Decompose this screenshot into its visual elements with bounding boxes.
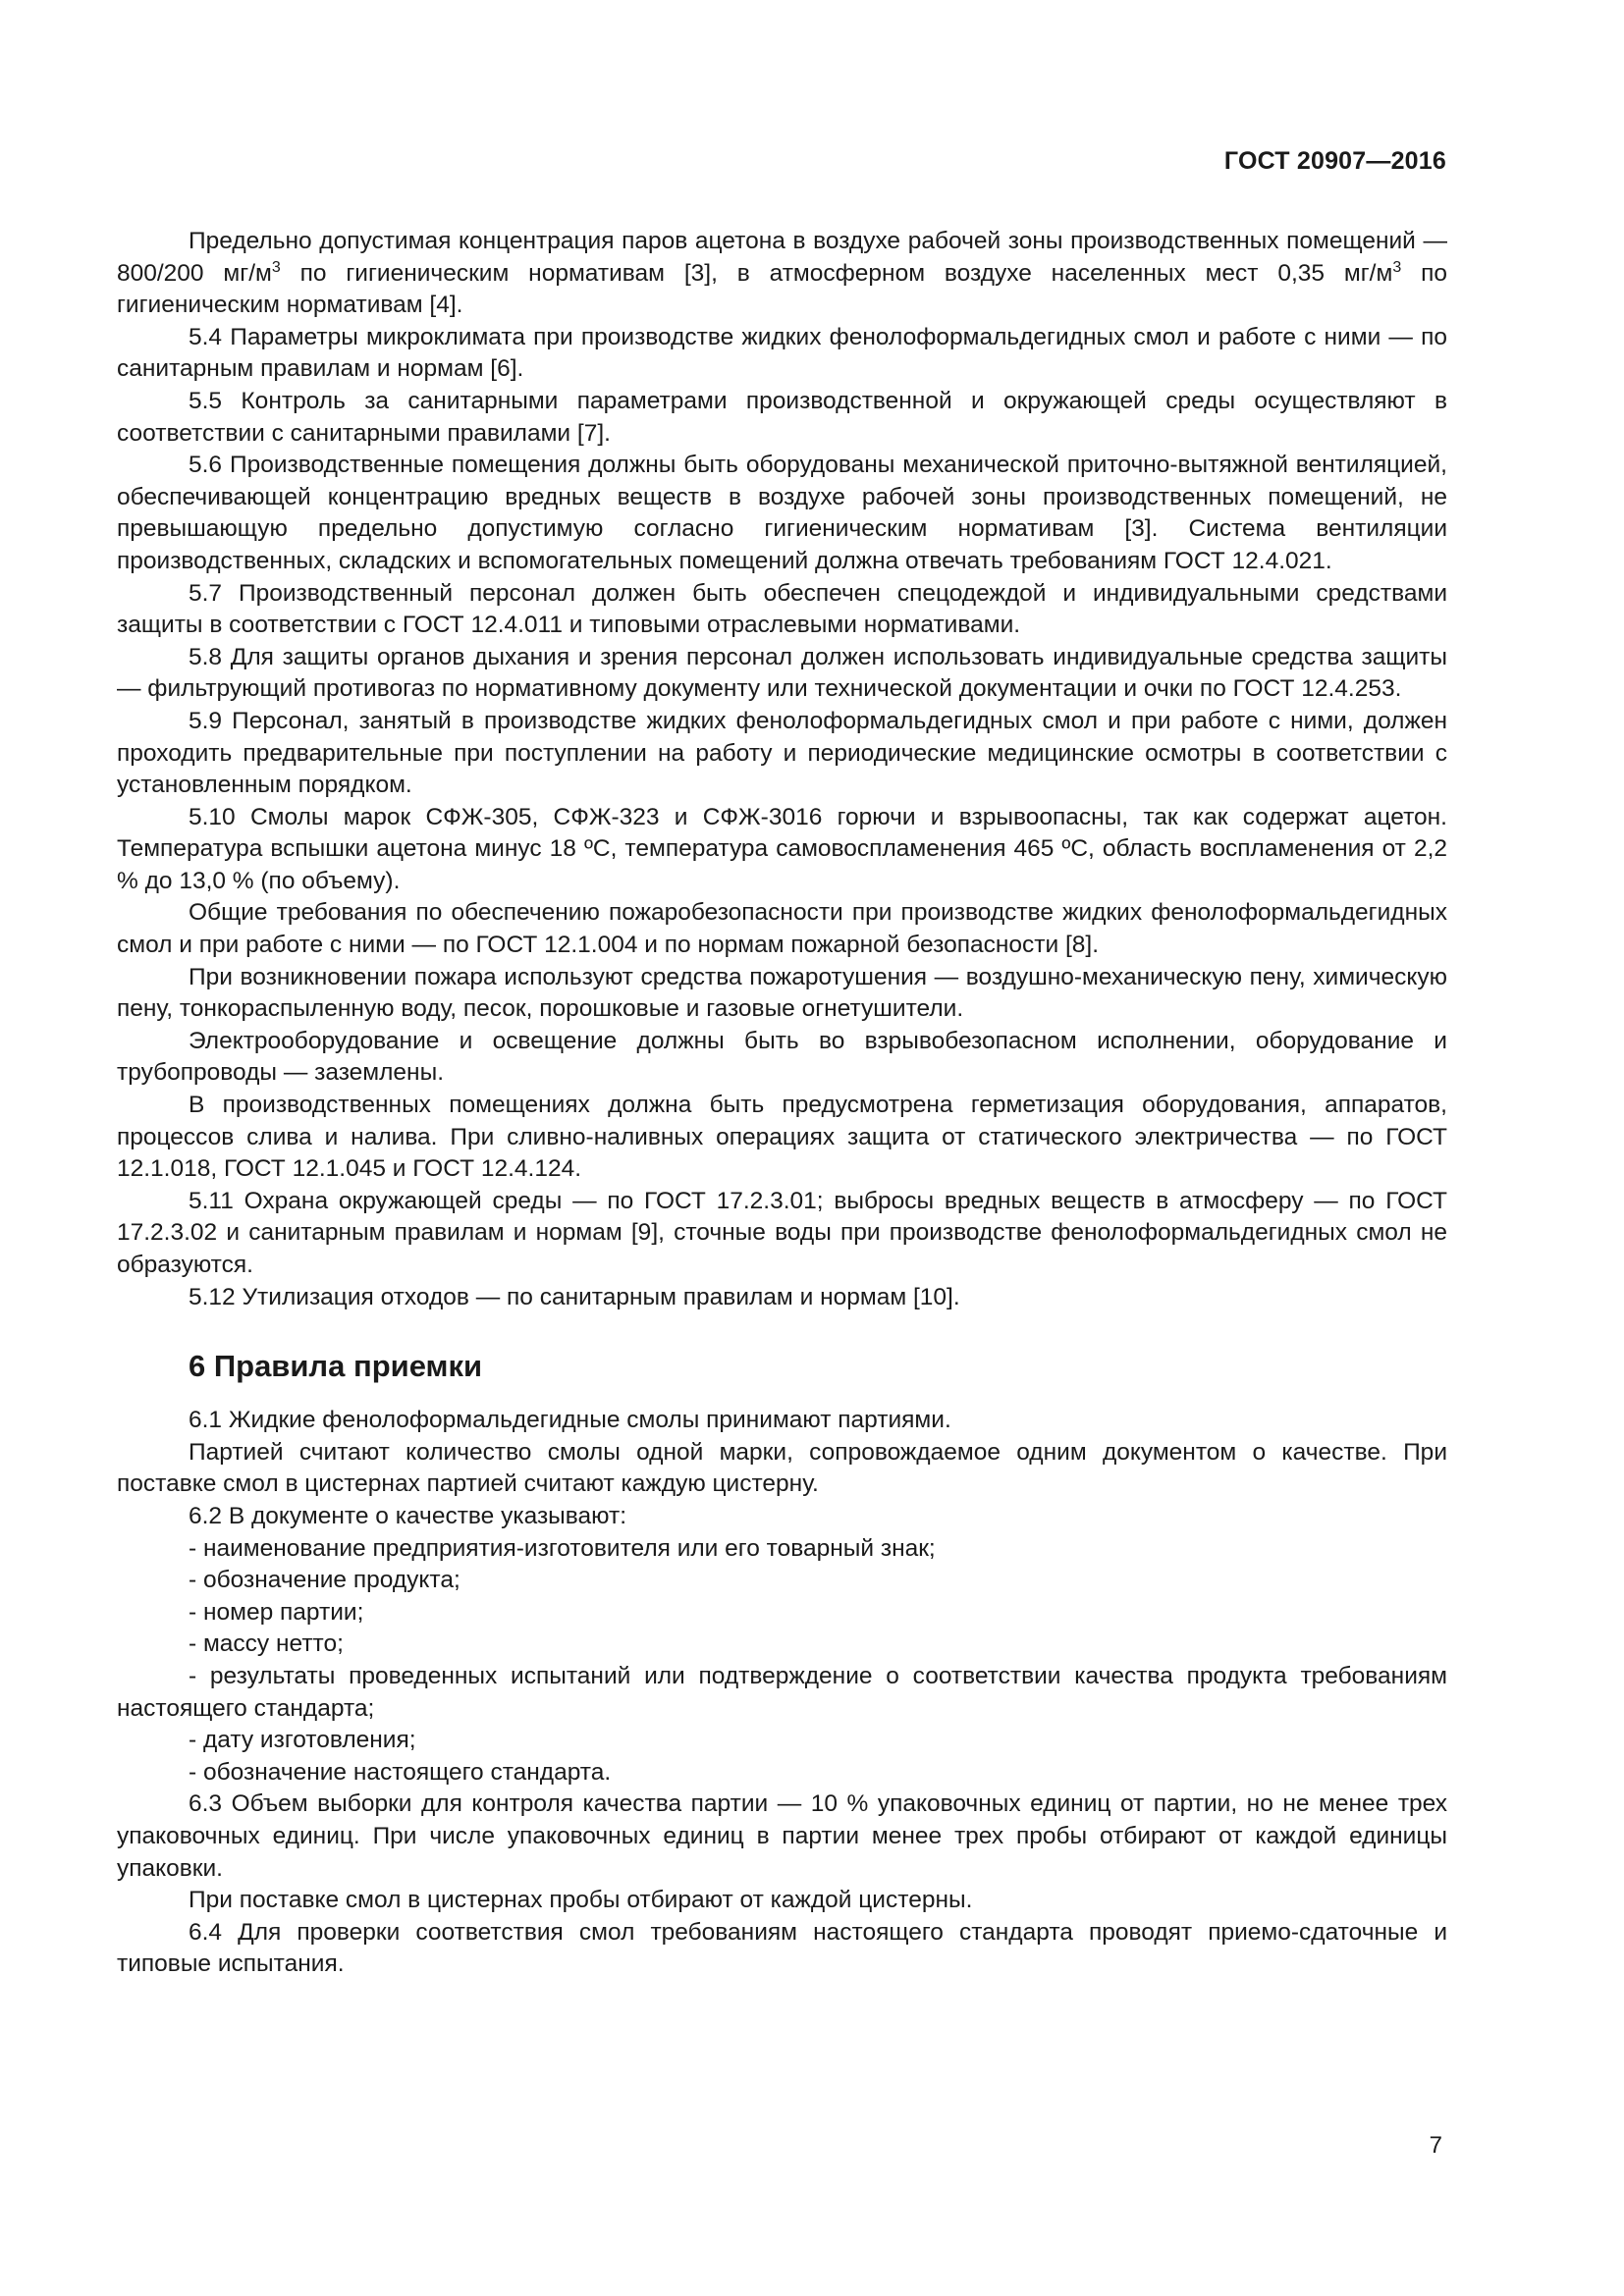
paragraph-5-4: 5.4 Параметры микроклимата при производстве жидких фенолоформальдегидных смол и работе с ними — по санитарным правилам и нормам [6]. xyxy=(117,323,1447,383)
paragraph-text: по гигиеническим нормативам [4]. xyxy=(117,259,1447,319)
paragraph-5-9: 5.9 Персонал, занятый в производстве жидких фенолоформальдегидных смол и при работе с ними, должен проходить предварительные при поступлении на работу и периодические медицинские осмотры в соответствии с установленным порядком. xyxy=(117,707,1447,799)
paragraph-5-12: 5.12 Утилизация отходов — по санитарным правилам и нормам [10]. xyxy=(189,1283,960,1310)
section-title-acceptance-rules: 6 Правила приемки xyxy=(189,1349,483,1384)
paragraph-5-11: 5.11 Охрана окружающей среды — по ГОСТ 17.2.3.01; выбросы вредных веществ в атмосферу — по ГОСТ 17.2.3.02 и санитарным правилам и нормам [9], сточные воды при производстве фенолоформальдегидных смол не образуются. xyxy=(117,1187,1447,1278)
document-code-header: ГОСТ 20907—2016 xyxy=(1223,147,1446,175)
list-item: - наименование предприятия-изготовителя или его товарный знак; xyxy=(189,1534,936,1562)
paragraph-acetone-limits xyxy=(117,226,1447,322)
paragraph-tank-sampling: При поставке смол в цистернах пробы отбирают от каждой цистерны. xyxy=(189,1887,973,1914)
paragraph-6-1: 6.1 Жидкие фенолоформальдегидные смолы принимают партиями. xyxy=(189,1407,951,1434)
paragraph-5-10: 5.10 Смолы марок СФЖ-305, СФЖ-323 и СФЖ-3016 горючи и взрывоопасны, так как содержат ацетон. Температура вспышки ацетона минус 18 ºС, температура самовоспламенения 465 ºС, область воспламенения от 2,2 % до 13,0 % (по объему). xyxy=(117,803,1447,894)
list-item: - результаты проведенных испытаний или подтверждение о соответствии качества продукта требованиям настоящего стандарта; xyxy=(117,1662,1447,1722)
paragraph-text: Предельно допустимая концентрация паров ацетона в воздухе рабочей зоны производственных помещений — 800/200 мг/м xyxy=(117,228,1447,287)
list-item: - массу нетто; xyxy=(189,1630,344,1658)
list-item: - обозначение продукта; xyxy=(189,1567,460,1594)
paragraph-6-3: 6.3 Объем выборки для контроля качества партии — 10 % упаковочных единиц от партии, но не менее трех упаковочных единиц. При числе упаковочных единиц в партии менее трех пробы отбирают от каждой единицы упаковки. xyxy=(117,1790,1447,1882)
paragraph-5-8: 5.8 Для защиты органов дыхания и зрения персонал должен использовать индивидуальные средства защиты — фильтрующий противогаз по нормативному документу или технической документации и очки по ГОСТ 12.4.253. xyxy=(117,643,1447,703)
superscript: 3 xyxy=(1392,258,1402,276)
list-item: - обозначение настоящего стандарта. xyxy=(189,1758,612,1786)
paragraph-sealing: В производственных помещениях должна быть предусмотрена герметизация оборудования, аппаратов, процессов слива и налива. При сливно-наливных операциях защита от статического электричества — по ГОСТ 12.1.018, ГОСТ 12.1.045 и ГОСТ 12.4.124. xyxy=(117,1092,1447,1183)
list-item: - дату изготовления; xyxy=(189,1727,416,1754)
paragraph-6-4: 6.4 Для проверки соответствия смол требованиям настоящего стандарта проводят приемо-сдаточные и типовые испытания. xyxy=(117,1918,1447,1978)
paragraph-fire-extinguishing: При возникновении пожара используют средства пожаротушения — воздушно-механическую пену, химическую пену, тонкораспыленную воду, песок, порошковые и газовые огнетушители. xyxy=(117,963,1447,1023)
superscript: 3 xyxy=(271,258,281,276)
paragraph-5-5: 5.5 Контроль за санитарными параметрами производственной и окружающей среды осуществляют в соответствии с санитарными правилами [7]. xyxy=(117,387,1447,447)
paragraph-5-7: 5.7 Производственный персонал должен быть обеспечен спецодеждой и индивидуальными средствами защиты в соответствии с ГОСТ 12.4.011 и типовыми отраслевыми нормативами. xyxy=(117,579,1447,639)
page-number: 7 xyxy=(1429,2132,1442,2159)
list-item: - номер партии; xyxy=(189,1598,364,1626)
paragraph-fire-safety: Общие требования по обеспечению пожаробезопасности при производстве жидких фенолоформальдегидных смол и при работе с ними — по ГОСТ 12.1.004 и по нормам пожарной безопасности [8]. xyxy=(117,899,1447,959)
paragraph-electrical: Электрооборудование и освещение должны быть во взрывобезопасном исполнении, оборудование и трубопроводы — заземлены. xyxy=(117,1027,1447,1087)
document-body xyxy=(117,226,1447,1981)
paragraph-6-2: 6.2 В документе о качестве указывают: xyxy=(189,1502,627,1529)
paragraph-5-6: 5.6 Производственные помещения должны быть оборудованы механической приточно-вытяжной вентиляцией, обеспечивающей концентрацию вредных веществ в воздухе рабочей зоны производственных помещений, не превышающую предельно допустимую согласно гигиеническим нормативам [3]. Система вентиляции производственных, складских и вспомогательных помещений должна отвечать требованиям ГОСТ 12.4.021. xyxy=(117,452,1447,574)
paragraph-batch-definition: Партией считают количество смолы одной марки, сопровождаемое одним документом о качестве. При поставке смол в цистернах партией считают каждую цистерну. xyxy=(117,1438,1447,1498)
paragraph-text: по гигиеническим нормативам [3], в атмосферном воздухе населенных мест 0,35 мг/м xyxy=(280,259,1393,287)
